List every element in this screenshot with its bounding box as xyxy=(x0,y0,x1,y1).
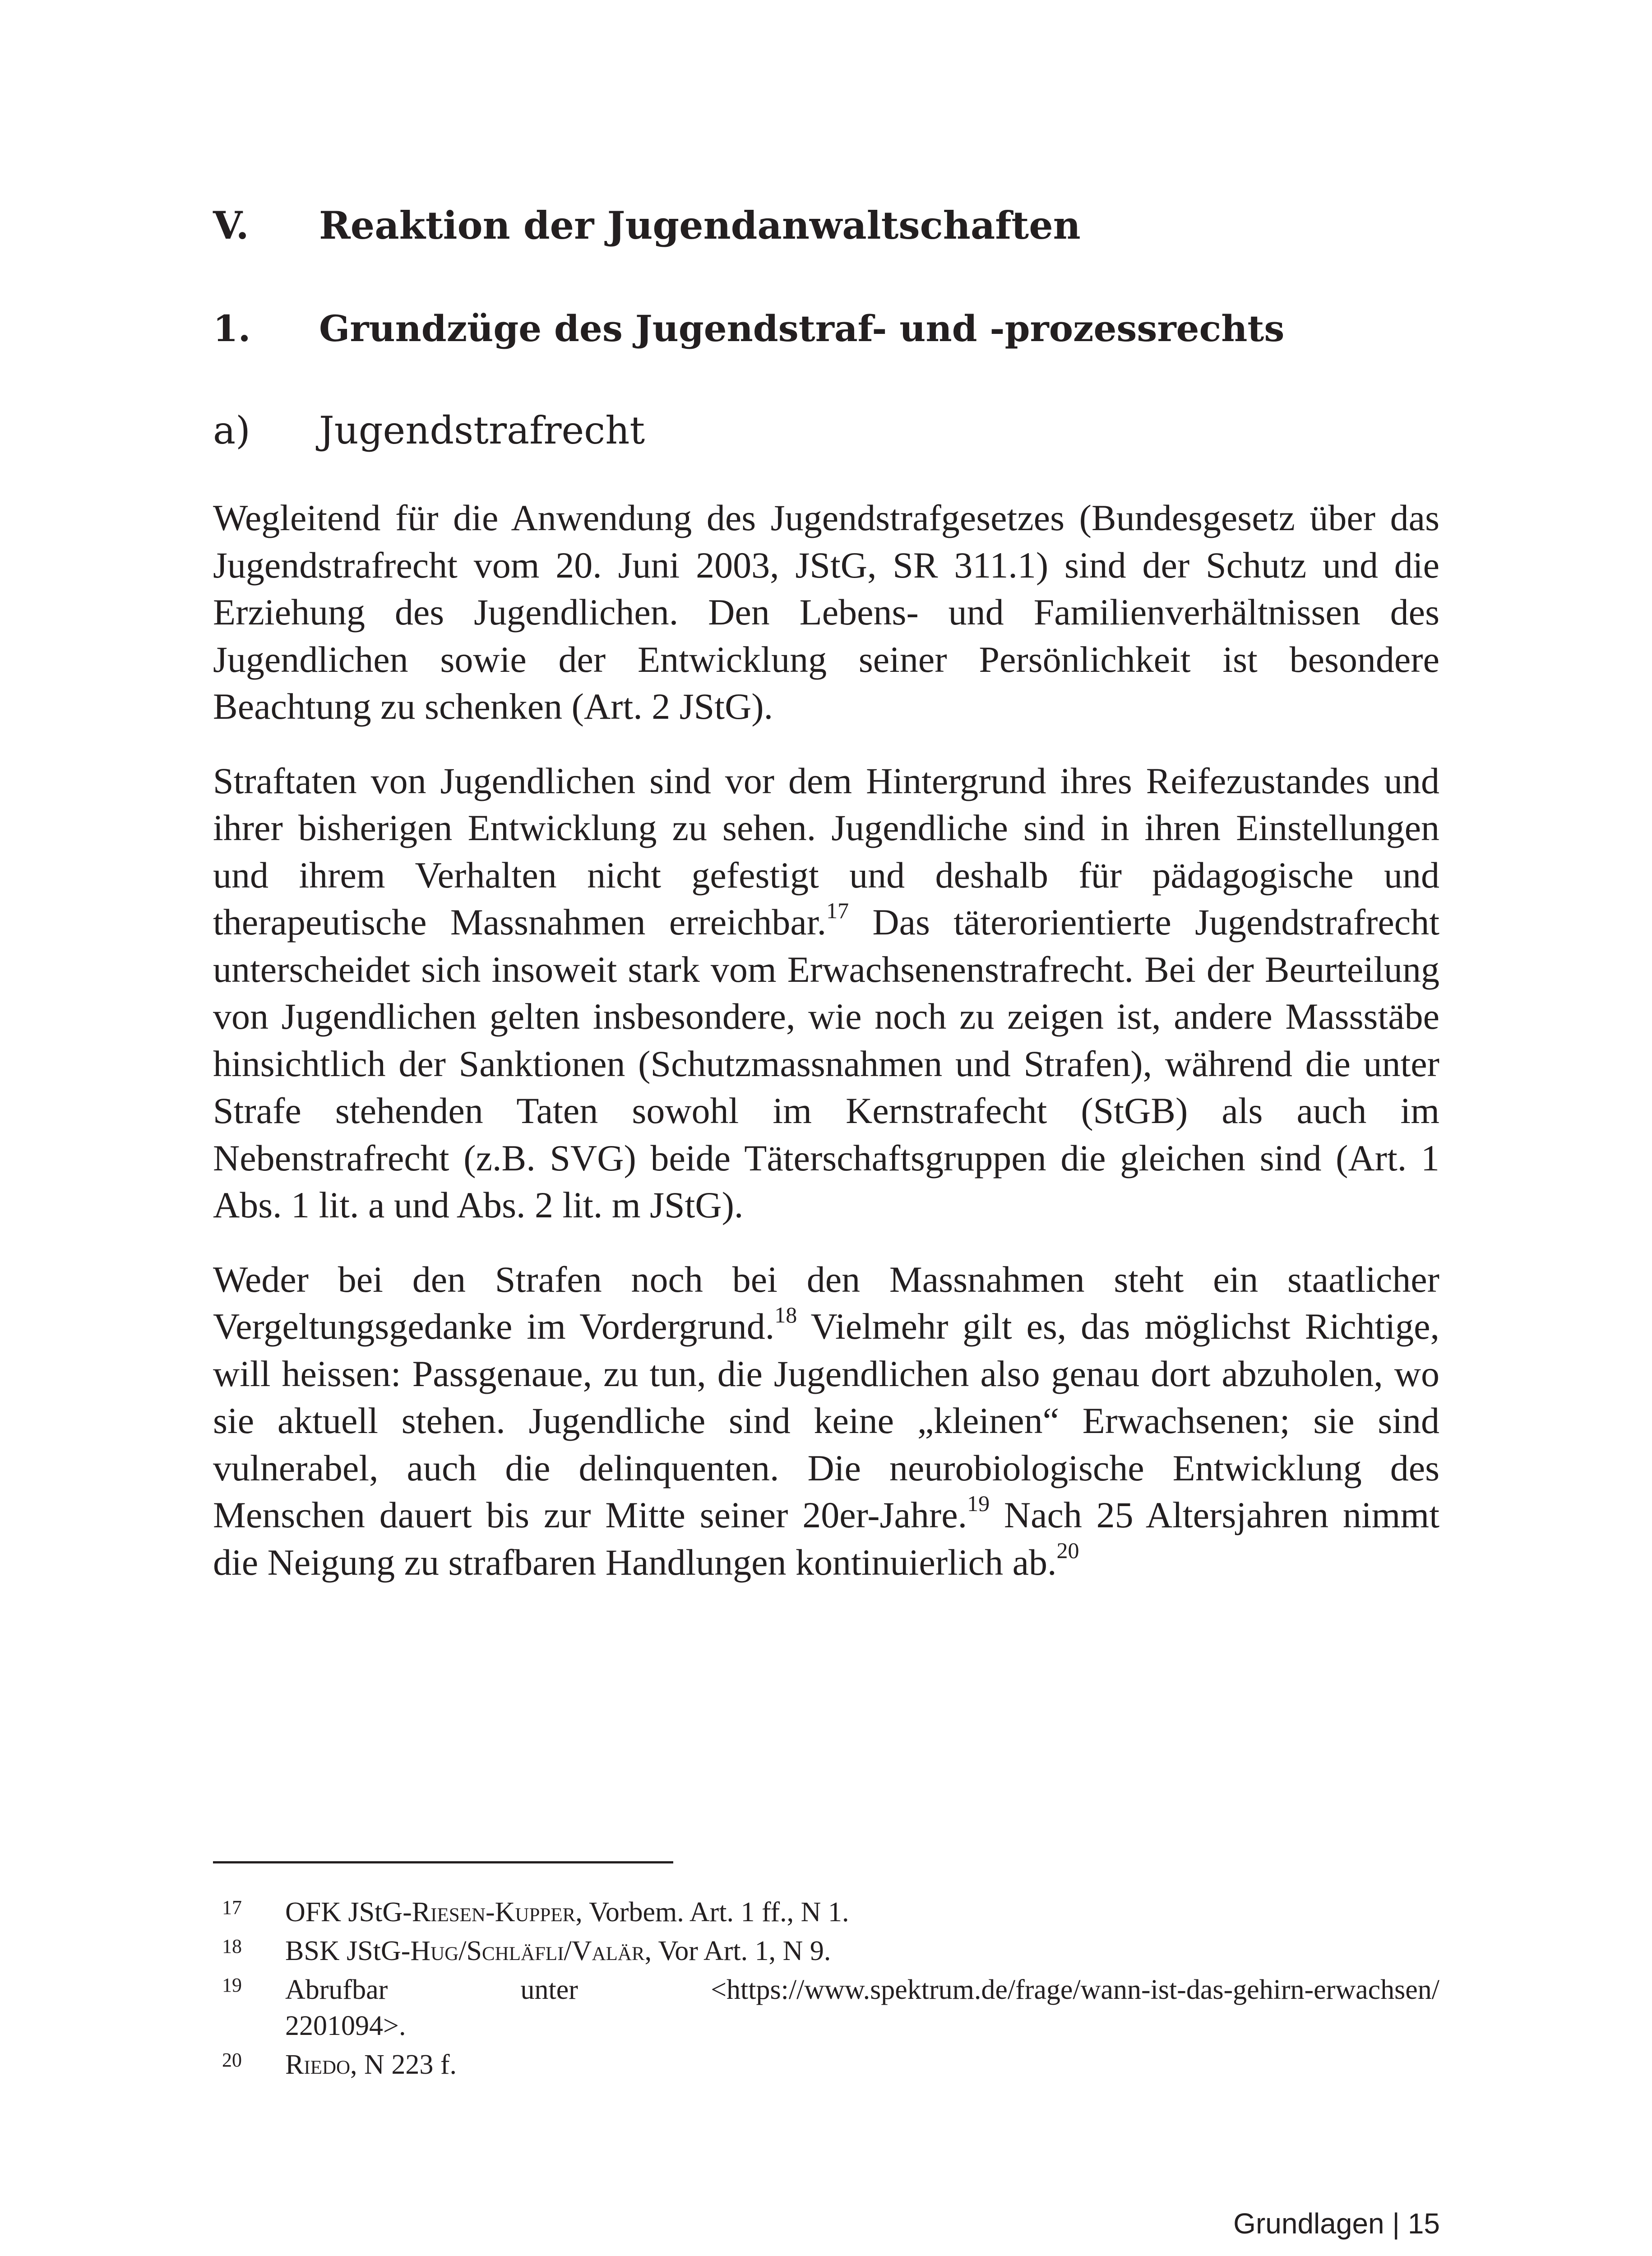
footnote-17 xyxy=(213,1894,1439,1930)
footnote-20 xyxy=(213,2047,1439,2083)
footnote-ref-20[interactable]: 20 xyxy=(1056,1538,1079,1563)
footnotes xyxy=(213,1894,1439,2085)
page-footer: Grundlagen | 15 xyxy=(1233,2207,1440,2240)
paragraph-2-text-b: Das täterorientierte Jugendstrafrecht unterscheidet sich insoweit stark vom Erwachsenenstrafrecht. Bei der Beurteilung von Jugendlichen gelten insbesondere, wie noch zu zeigen ist, andere Massstäbe hinsichtlich der Sanktionen (Schutzmassnahmen und Strafen), während die unter Strafe stehenden Taten sowohl im Kernstrafecht (StGB) als auch im Nebenstrafrecht (z.B. SVG) beide Täterschaftsgruppen die gleichen sind (Art. 1 Abs. 1 lit. a und Abs. 2 lit. m JStG). xyxy=(213,901,1439,1225)
footnote-number: 18 xyxy=(222,1935,242,1957)
paragraph-3-text-a: Weder bei den Strafen noch bei den Massnahmen steht ein staatlicher Vergeltungsgedanke im Vordergrund. xyxy=(213,1258,1439,1347)
section-title: Reaktion der Jugendanwaltschaften xyxy=(319,203,1081,248)
footnote-source: OFK JStG- xyxy=(285,1897,412,1928)
main-content xyxy=(213,203,1439,1613)
footnote-link-continued[interactable]: 2201094>. xyxy=(285,2011,406,2041)
paragraph-3-text-c: Nach 25 Altersjahren nimmt die Neigung zu strafbaren Handlungen kontinuierlich ab. xyxy=(213,1494,1439,1583)
footnote-19 xyxy=(213,1972,1439,2044)
footnote-link[interactable]: Abrufbar unter <https://www.spektrum.de/frage/wann-ist-das-gehirn-erwachsen/ xyxy=(285,1974,1439,2005)
section-number: V. xyxy=(213,203,249,248)
footnote-location: , Vorbem. Art. 1 ff., N 1. xyxy=(575,1897,849,1928)
footnote-number: 17 xyxy=(222,1896,242,1919)
footnote-ref-18[interactable]: 18 xyxy=(774,1302,797,1327)
subsection-heading xyxy=(213,306,1439,351)
footnote-divider xyxy=(213,1861,673,1863)
subsection-number: 1. xyxy=(213,307,251,350)
paragraph-2-text-a: Straftaten von Jugendlichen sind vor dem Hintergrund ihres Reifezustandes und ihrer bisherigen Entwicklung zu sehen. Jugendliche sind in ihren Einstellungen und ihrem Verhalten nicht gefestigt und deshalb für pädagogische und therapeutische Massnahmen erreichbar. xyxy=(213,760,1439,943)
subsubsection-number: a) xyxy=(213,408,250,453)
footnote-author: Riedo xyxy=(285,2049,351,2080)
subsection-title: Grundzüge des Jugendstraf- und -prozessrechts xyxy=(319,307,1285,350)
footnote-author: Hug/Schläfli/Valär xyxy=(410,1936,645,1966)
footnote-author: Riesen-Kupper xyxy=(412,1897,576,1928)
footnote-source: BSK JStG- xyxy=(285,1936,411,1966)
footnote-number: 19 xyxy=(222,1974,242,1996)
paragraph-3 xyxy=(213,1256,1439,1586)
footnote-location: , N 223 f. xyxy=(350,2049,457,2080)
footnote-number: 20 xyxy=(222,2049,242,2071)
footnote-location: , Vor Art. 1, N 9. xyxy=(644,1936,831,1966)
subsubsection-title: Jugendstrafrecht xyxy=(319,408,645,453)
paragraph-1: Wegleitend für die Anwendung des Jugendstrafgesetzes (Bundesgesetz über das Jugendstrafrecht vom 20. Juni 2003, JStG, SR 311.1) sind der Schutz und die Erziehung des Jugendlichen. Den Lebens- und Familienverhältnissen des Jugendlichen sowie der Entwicklung seiner Persönlichkeit ist besondere Beachtung zu schenken (Art. 2 JStG). xyxy=(213,497,1439,727)
footnote-ref-17[interactable]: 17 xyxy=(826,897,849,923)
section-heading xyxy=(213,203,1439,248)
paragraph-3-text-b: Vielmehr gilt es, das möglichst Richtige, will heissen: Passgenaue, zu tun, die Jugendlichen also genau dort abzuholen, wo sie aktuell stehen. Jugendliche sind keine „kleinen“ Erwachsenen; sie sind vulnerabel, auch die delinquenten. Die neurobiologische Entwicklung des Menschen dauert bis zur Mitte seiner 20er-Jahre. xyxy=(213,1306,1439,1535)
paragraph-2 xyxy=(213,758,1439,1229)
footnote-18 xyxy=(213,1933,1439,1969)
footnote-ref-19[interactable]: 19 xyxy=(967,1490,990,1516)
subsubsection-heading xyxy=(213,408,1439,453)
